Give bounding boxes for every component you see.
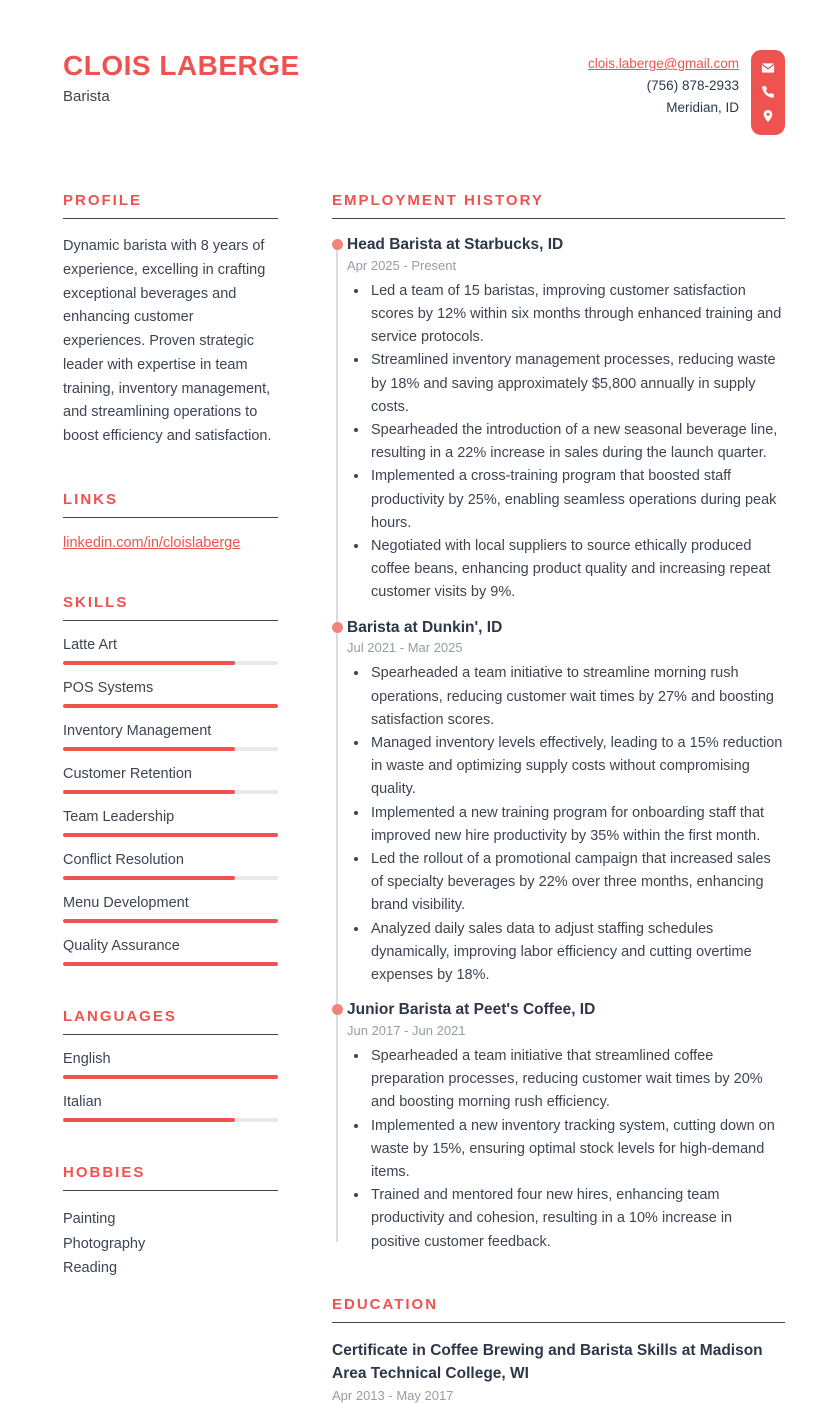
contact-icon-block — [751, 50, 785, 135]
skill-label: Inventory Management — [63, 722, 212, 739]
job-bullet: • Spearheaded a team initiative that streamlined coffee preparation processes, reducing customer wait times by 20% and boosting morning rush efficiency. — [369, 1045, 785, 1115]
job-bullet: • Negotiated with local suppliers to source ethically produced coffee beans, enhancing product quality and increasing repeat customer visits by 9%. — [369, 535, 785, 605]
skill-item — [63, 766, 278, 794]
left-column — [63, 192, 278, 1403]
timeline-dot — [332, 1004, 343, 1015]
phone-icon — [761, 85, 775, 99]
education-entry — [332, 1339, 785, 1403]
skill-bar-track — [63, 876, 278, 880]
skill-item — [63, 809, 278, 837]
identity-block — [63, 50, 300, 105]
employment-heading: EMPLOYMENT HISTORY — [332, 192, 785, 219]
email-link[interactable]: clois.laberge@gmail.com — [587, 56, 739, 71]
skill-item — [63, 895, 278, 923]
job-entry — [347, 235, 785, 605]
links-heading: LINKS — [63, 491, 278, 518]
timeline-line — [336, 243, 338, 1242]
job-title: Barista at Dunkin', ID — [347, 618, 503, 636]
job-bullet: • Spearheaded a team initiative to streamline morning rush operations, reducing customer wait times by 27% and boosting satisfaction scores. — [369, 662, 785, 732]
skills-list — [63, 637, 278, 966]
job-bullet: • Led the rollout of a promotional campaign that increased sales of specialty beverages by 22% over three months, enhancing brand visibility. — [369, 848, 785, 918]
skill-bar-track — [63, 661, 278, 665]
job-bullet: • Implemented a new training program for onboarding staff that improved new hire productivity by 35% within the first month. — [369, 802, 785, 848]
job-entry — [347, 618, 785, 988]
skill-bar-fill — [63, 919, 278, 923]
skill-label: Quality Assurance — [63, 937, 180, 954]
job-bullets — [347, 662, 785, 987]
skill-bar-fill — [63, 790, 235, 794]
job-bullets — [347, 1045, 785, 1254]
skill-label: Team Leadership — [63, 808, 175, 825]
education-heading: EDUCATION — [332, 1296, 785, 1323]
location-text: Meridian, ID — [666, 99, 739, 115]
skill-item — [63, 938, 278, 966]
skill-item — [63, 637, 278, 665]
job-bullet: • Implemented a new inventory tracking system, cutting down on waste by 15%, ensuring optimal stock levels for high-demand items. — [369, 1115, 785, 1185]
job-bullet: • Implemented a cross-training program that boosted staff productivity by 25%, enabling seamless operations during peak hours. — [369, 465, 785, 535]
job-dates: Apr 2025 - Present — [347, 257, 457, 273]
skill-bar-track — [63, 919, 278, 923]
job-bullet: • Spearheaded the introduction of a new seasonal beverage line, resulting in a 22% increase in sales during the launch quarter. — [369, 419, 785, 465]
job-entry — [347, 1000, 785, 1254]
links-section — [63, 491, 278, 552]
columns — [63, 192, 785, 1403]
education-dates: Apr 2013 - May 2017 — [332, 1388, 454, 1403]
person-name: CLOIS LABERGE — [63, 50, 300, 81]
job-title: Junior Barista at Peet's Coffee, ID — [347, 1001, 596, 1019]
mail-icon — [761, 61, 775, 75]
language-bar-fill — [63, 1075, 278, 1079]
skill-bar-track — [63, 790, 278, 794]
person-role: Barista — [63, 88, 110, 106]
job-bullet: • Analyzed daily sales data to adjust staffing schedules dynamically, improving labor efficiency and cutting overtime expenses by 18%. — [369, 918, 785, 988]
skill-bar-track — [63, 962, 278, 966]
hobbies-heading: HOBBIES — [63, 1164, 278, 1191]
skills-section — [63, 594, 278, 966]
phone-number: (756) 878-2933 — [646, 77, 739, 93]
language-label: Italian — [63, 1093, 102, 1110]
skill-label: Latte Art — [63, 636, 118, 653]
skill-bar-fill — [63, 962, 278, 966]
skill-bar-fill — [63, 661, 235, 665]
job-bullet: • Managed inventory levels effectively, leading to a 15% reduction in waste and optimizing supply costs without compromising quality. — [369, 732, 785, 802]
contact-block — [588, 50, 785, 135]
hobby-item: Photography — [63, 1235, 146, 1252]
hobby-item: Reading — [63, 1260, 118, 1277]
job-bullets — [347, 280, 785, 605]
linkedin-link[interactable]: linkedin.com/in/cloislaberge — [63, 534, 241, 551]
language-item — [63, 1051, 278, 1079]
right-column — [332, 192, 785, 1403]
education-list — [332, 1339, 785, 1403]
skill-bar-fill — [63, 876, 235, 880]
education-title: Certificate in Coffee Brewing and Barista Skills at Madison Area Technical College, WI — [332, 1341, 763, 1382]
skill-item — [63, 723, 278, 751]
profile-text: Dynamic barista with 8 years of experience, excelling in crafting exceptional beverages and enhancing customer experiences. Proven strategic leader with expertise in team training, inventory management, and streamlining operations to boost efficiency and satisfaction. — [63, 238, 272, 445]
language-bar-track — [63, 1118, 278, 1122]
skill-bar-track — [63, 833, 278, 837]
language-bar-track — [63, 1075, 278, 1079]
languages-heading: LANGUAGES — [63, 1008, 278, 1035]
timeline-dot — [332, 622, 343, 633]
skill-bar-fill — [63, 833, 278, 837]
job-bullet: • Trained and mentored four new hires, enhancing team productivity and cohesion, resulting in a 10% increase in positive customer feedback. — [369, 1184, 785, 1254]
profile-heading: PROFILE — [63, 192, 278, 219]
language-item — [63, 1094, 278, 1122]
skill-bar-fill — [63, 704, 278, 708]
location-icon — [761, 109, 775, 123]
education-section — [332, 1296, 785, 1403]
job-title: Head Barista at Starbucks, ID — [347, 236, 564, 253]
skill-item — [63, 680, 278, 708]
skill-bar-track — [63, 747, 278, 751]
hobbies-section — [63, 1164, 278, 1281]
skill-label: Customer Retention — [63, 765, 192, 782]
skills-heading: SKILLS — [63, 594, 278, 621]
language-label: English — [63, 1050, 111, 1067]
skill-bar-track — [63, 704, 278, 708]
links-list — [63, 534, 278, 552]
jobs-list — [332, 235, 785, 1254]
header — [63, 50, 785, 135]
job-bullet: • Led a team of 15 baristas, improving customer satisfaction scores by 12% within six months through enhanced training and service protocols. — [369, 280, 785, 350]
language-bar-fill — [63, 1118, 235, 1122]
hobbies-list — [63, 1207, 278, 1281]
job-dates: Jun 2017 - Jun 2021 — [347, 1023, 466, 1039]
employment-section — [332, 192, 785, 1254]
contact-lines — [588, 50, 739, 119]
skill-label: Menu Development — [63, 894, 189, 911]
skill-label: Conflict Resolution — [63, 851, 184, 868]
skill-bar-fill — [63, 747, 235, 751]
skill-item — [63, 852, 278, 880]
profile-section — [63, 192, 278, 449]
timeline-dot — [332, 239, 343, 250]
skill-label: POS Systems — [63, 679, 154, 696]
job-bullet: • Streamlined inventory management processes, reducing waste by 18% and saving approximately $5,800 annually in supply costs. — [369, 349, 785, 419]
hobby-item: Painting — [63, 1210, 116, 1227]
job-dates: Jul 2021 - Mar 2025 — [347, 640, 463, 656]
languages-list — [63, 1051, 278, 1122]
languages-section — [63, 1008, 278, 1122]
